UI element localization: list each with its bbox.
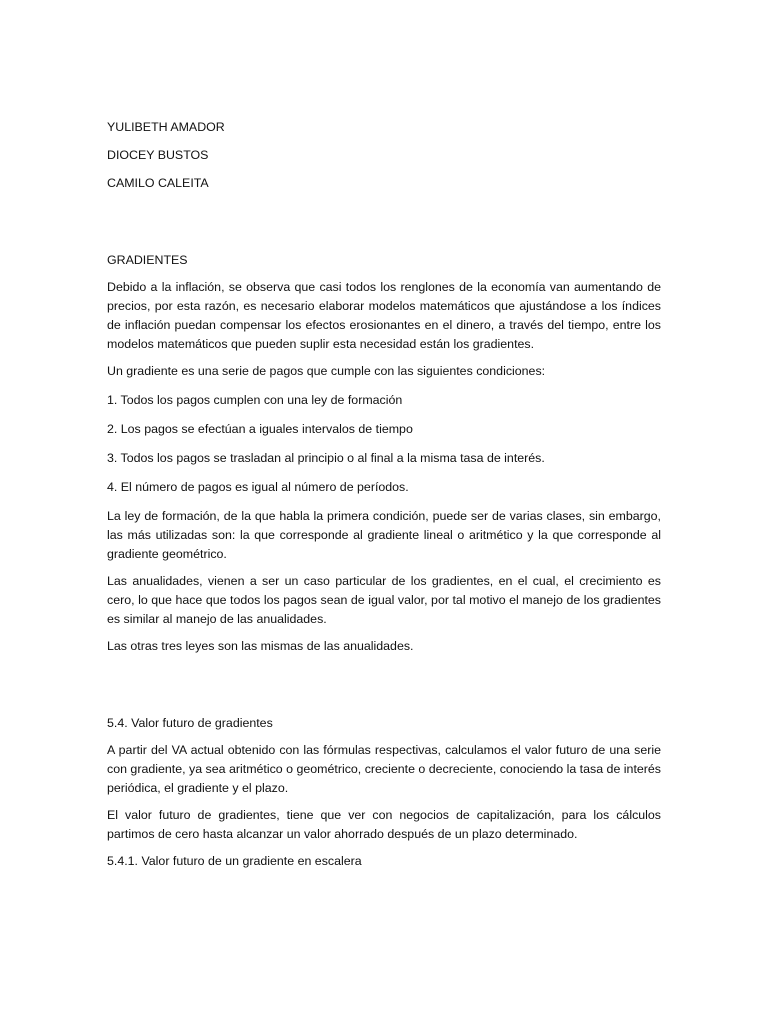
author-name: YULIBETH AMADOR <box>107 120 225 134</box>
intro-paragraph: Debido a la inflación, se observa que casi todos los renglones de la economía van aumentando de precios, por esta razón, es necesario elaborar modelos matemáticos que ajustándose a los índices de inflación puedan compensar los efectos erosionantes en el dinero, a través del tiempo, entre los modelos matemáticos que pueden suplir esta necesidad están los gradientes. <box>107 280 661 351</box>
definition-text: Un gradiente es una serie de pagos que cumple con las siguientes condiciones: <box>107 364 546 378</box>
subsection-heading: 5.4.1. Valor futuro de un gradiente en escalera <box>107 854 362 868</box>
future-value-paragraph: A partir del VA actual obtenido con las fórmulas respectivas, calculamos el valor futuro de una serie con gradiente, ya sea aritmético o geométrico, creciente o decreciente, conociendo la tasa de interés periódica, el gradiente y el plazo. <box>107 743 661 795</box>
document-page <box>107 118 661 871</box>
annuities-paragraph: Las anualidades, vienen a ser un caso particular de los gradientes, en el cual, el crecimiento es cero, lo que hace que todos los pagos sean de igual valor, por tal motivo el manejo de los gradientes es similar al manejo de las anualidades. <box>107 574 661 626</box>
section-heading: GRADIENTES <box>107 253 188 267</box>
capitalization-paragraph: El valor futuro de gradientes, tiene que ver con negocios de capitalización, para los cálculos partimos de cero hasta alcanzar un valor ahorrado después de un plazo determinado. <box>107 808 661 841</box>
condition-item: 3. Todos los pagos se trasladan al principio o al final a la misma tasa de interés. <box>107 451 545 465</box>
condition-item: 4. El número de pagos es igual al número de períodos. <box>107 480 409 494</box>
condition-item: 1. Todos los pagos cumplen con una ley de formación <box>107 393 403 407</box>
author-name: CAMILO CALEITA <box>107 176 209 190</box>
author-name: DIOCEY BUSTOS <box>107 148 209 162</box>
formation-paragraph: La ley de formación, de la que habla la primera condición, puede ser de varias clases, sin embargo, las más utilizadas son: la que corresponde al gradiente lineal o aritmético y la que corresponde al gradiente geométrico. <box>107 509 661 561</box>
condition-item: 2. Los pagos se efectúan a iguales intervalos de tiempo <box>107 422 413 436</box>
subsection-heading: 5.4. Valor futuro de gradientes <box>107 716 273 730</box>
other-laws-text: Las otras tres leyes son las mismas de las anualidades. <box>107 639 414 653</box>
